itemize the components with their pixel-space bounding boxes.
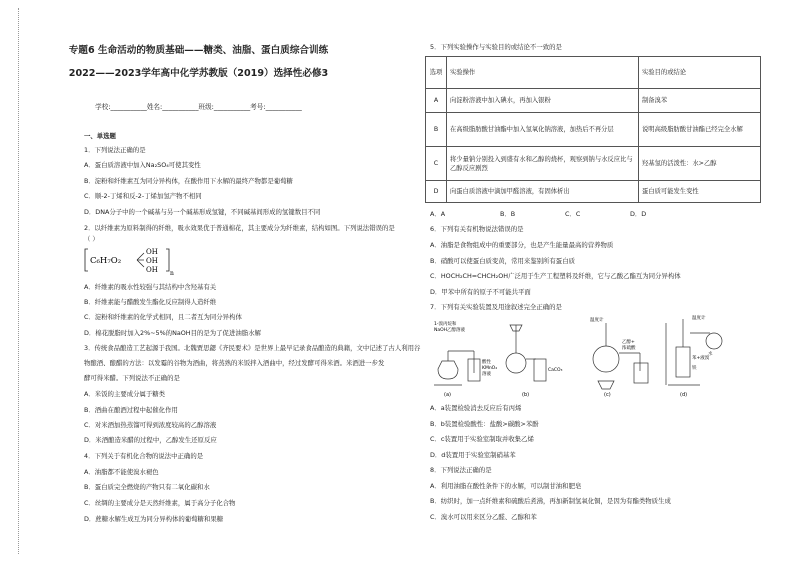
formula-oh-1: OH	[146, 248, 158, 256]
binding-line	[18, 8, 19, 554]
table-header-row	[426, 57, 761, 89]
q2-option-a: A．纤维素的吸水性较强与其结构中含羟基有关	[84, 283, 217, 291]
q2-option-c: C．淀粉和纤维素的化学式相同，且二者互为同分异构体	[84, 313, 242, 321]
fig-c-label2: 乙醇+	[622, 340, 635, 345]
q7-option-c: C．c装置用于实验室制取并收集乙烯	[430, 435, 534, 443]
fig-a-label5: 溶液	[482, 372, 491, 377]
q3-stem-line2: 物酿酒、酿醋的方法：以发霉的谷物为酒曲，将蒸熟的米饭拌入酒曲中，经过发酵可得米酒。米酒进一步发	[84, 359, 385, 367]
fig-caption-d: (d)	[680, 392, 688, 398]
row-c-key: C	[426, 147, 447, 181]
fig-a-label3: 酸性	[482, 360, 491, 365]
q2-stem: 2．以纤维素为原料制得的纤维，吸水效果优于普通棉花，其主要成分为纤维素，结构如图。下列说法错误的是	[84, 224, 395, 232]
q5-option-a: A．A	[430, 210, 446, 218]
row-d-operation: 向蛋白质溶液中滴加甲醛溶液，有固体析出	[447, 181, 639, 203]
cellulose-formula	[84, 239, 174, 277]
q6-stem: 6．下列有关有机物说法错误的是	[430, 225, 524, 233]
q8-option-c: C．溴水可以用来区分乙醛、乙醇和苯	[430, 513, 537, 521]
q1-option-b: B．淀粉和纤维素互为同分异构体，在酸作用下水解的最终产物都是葡萄糖	[84, 177, 293, 185]
right-column	[397, 0, 794, 562]
fig-caption-b: (b)	[522, 392, 530, 398]
row-b-operation: 在高级脂肪酸甘油酯中加入氢氧化钠溶液，加热后不再分层	[447, 113, 639, 147]
q3-stem-line1: 3．传统食品酿造工艺起源于我国。北魏贾思勰《齐民要术》是世界上最早记录食品酿造的典籍，文中记述了古人利用谷	[84, 344, 421, 352]
fig-d-label3: 水	[708, 352, 713, 357]
q8-stem: 8．下列说法正确的是	[430, 466, 492, 474]
q6-option-d: D．甲苯中所有的原子不可能共平面	[430, 288, 531, 296]
row-a-key: A	[426, 89, 447, 113]
q4-option-c: C．丝绸的主要成分是天然纤维素，属于高分子化合物	[84, 499, 236, 507]
fig-d-label4: 铁	[692, 366, 697, 371]
fig-a-label2: NaOH乙醇溶液	[434, 328, 466, 333]
page-subtitle: 2022——2023学年高中化学苏教版（2019）选择性必修3	[68, 68, 329, 79]
fig-d-label1: 温度计	[692, 316, 706, 321]
page-title: 专题6 生命活动的物质基础——糖类、油脂、蛋白质综合训练	[68, 45, 329, 56]
q1-option-d: D．DNA分子中的一个碱基与另一个碱基形成氢键，不同碱基间形成的氢键数目不同	[84, 208, 321, 216]
q6-option-a: A．油脂是食物组成中的重要部分，也是产生能量最高的营养物质	[430, 241, 614, 249]
row-a-operation: 向淀粉溶液中加入碘水，再加入银粉	[447, 89, 639, 113]
student-info-line: 学校:___________姓名:___________班级:___________考号:___________	[95, 103, 302, 111]
q3-option-a: A．米饭的主要成分属于糖类	[84, 390, 166, 398]
q4-option-b: B．蛋白质完全燃烧的产物只有二氧化碳和水	[84, 483, 210, 491]
section-heading: 一、单选题	[84, 132, 116, 140]
table-row	[426, 147, 761, 181]
formula-oh-3: OH	[146, 266, 158, 274]
q2-stem-paren: （ ）	[84, 235, 99, 243]
fig-d-label2: 苯+液溴	[692, 356, 710, 361]
q7-apparatus-figure	[430, 313, 730, 399]
fig-b-label: CaCO₃	[548, 368, 563, 373]
row-a-conclusion: 制备溴苯	[639, 89, 761, 113]
formula-main: C₆H₇O₂	[90, 256, 122, 266]
row-b-key: B	[426, 113, 447, 147]
row-d-conclusion: 蛋白质可能发生变性	[639, 181, 761, 203]
q5-option-b: B．B	[500, 210, 516, 218]
q1-stem: 1．下列说法正确的是	[84, 146, 146, 154]
q3-option-c: C．对米酒加热蒸馏可得到浓度较高的乙醇溶液	[84, 421, 217, 429]
fig-caption-c: (c)	[604, 392, 611, 398]
q2-option-d: D．棉花脱脂时加入2%~5%的NaOH目的是为了促进油脂水解	[84, 329, 261, 337]
row-c-operation: 将少量钠分别投入到盛有水和乙醇的烧杯，观察到钠与水反应比与乙醇反应剧烈	[447, 147, 639, 181]
formula-oh-2: OH	[146, 257, 158, 265]
q4-option-a: A．油脂都不能使溴水褪色	[84, 468, 159, 476]
q8-option-a: A．利用油脂在酸性条件下的水解，可以制甘油和肥皂	[430, 482, 582, 490]
q3-option-b: B．酒曲在酿酒过程中起催化作用	[84, 406, 178, 414]
q6-option-c: C．HOCH₂CH=CHCH₂OH广泛用于生产工程塑料及纤维，它与乙酸乙酯互为同分异构体	[430, 272, 681, 280]
q4-stem: 4．下列关于有机化合物的说法中正确的是	[84, 452, 204, 460]
row-c-conclusion: 羟基氢的活泼性：水>乙醇	[639, 147, 761, 181]
table-row	[426, 181, 761, 203]
q1-option-a: A．蛋白质溶液中加入Na₂SO₄可使其变性	[84, 161, 201, 169]
q8-option-b: B．纺织时，加一点纤维素和硫酸后煮沸，再加新制氢氧化铜，是因为有酯类物质生成	[430, 497, 671, 505]
q7-option-d: D．d装置用于实验室制硝基苯	[430, 451, 516, 459]
fig-c-label1: 温度计	[590, 318, 604, 323]
q7-option-a: A．a装置检验消去反应后有丙烯	[430, 404, 522, 412]
header-conclusion: 实验目的或结论	[639, 57, 761, 89]
row-d-key: D	[426, 181, 447, 203]
header-option: 选项	[426, 57, 447, 89]
q1-option-c: C．顺-2-丁烯和反-2-丁烯加氢产物不相同	[84, 192, 202, 200]
q7-stem: 7．下列有关实验装置及用途叙述完全正确的是	[430, 303, 562, 311]
row-b-conclusion: 说明高级脂肪酸甘油酯已经完全水解	[639, 113, 761, 147]
table-row	[426, 113, 761, 147]
q5-option-d: D．D	[630, 210, 647, 218]
q5-table	[425, 56, 761, 203]
q5-option-c: C．C	[565, 210, 581, 218]
q2-option-b: B．纤维素能与醋酸发生酯化反应制得人造纤维	[84, 298, 217, 306]
formula-n: n	[170, 270, 174, 277]
fig-c-label3: 浓硫酸	[622, 346, 636, 351]
q3-option-d: D．米酒酿造米醋的过程中，乙醇发生还原反应	[84, 436, 217, 444]
q4-option-d: D．蔗糖水解生成互为同分异构体的葡萄糖和果糖	[84, 515, 224, 523]
q6-option-b: B．硝酸可以使蛋白质变黄，常用来鉴别所有蛋白质	[430, 257, 575, 265]
fig-a-label1: 1-溴丙烷和	[434, 322, 457, 327]
q7-option-b: B．b装置检验酸性：盐酸>碳酸>苯酚	[430, 420, 539, 428]
header-operation: 实验操作	[447, 57, 639, 89]
q5-stem: 5．下列实验操作与实验目的或结论不一致的是	[430, 43, 562, 51]
q3-stem-line3: 酵可得米醋。下列说法不正确的是	[84, 374, 180, 382]
table-row	[426, 89, 761, 113]
fig-caption-a: (a)	[444, 392, 451, 398]
fig-a-label4: KMnO₄	[482, 366, 498, 371]
